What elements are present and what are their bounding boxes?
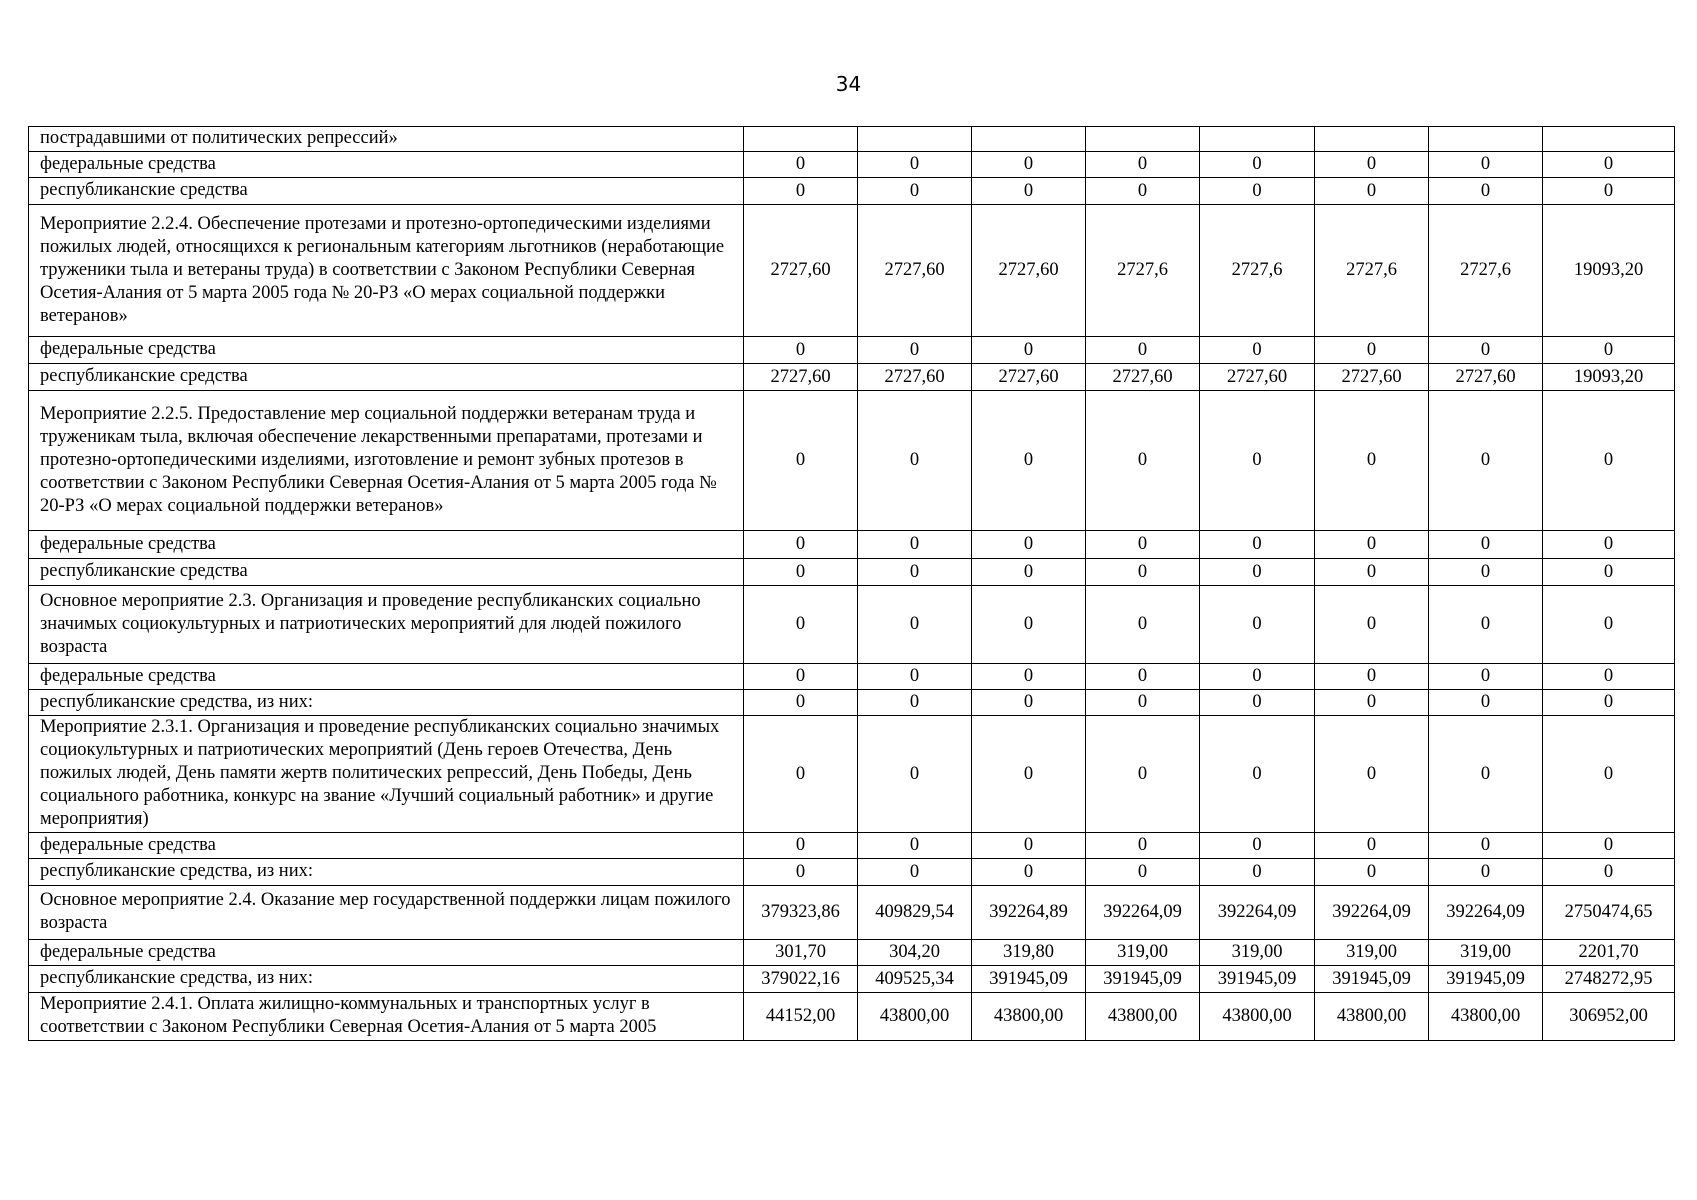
value-cell: 0 <box>1086 531 1200 559</box>
value-cell: 0 <box>972 391 1086 531</box>
value-cell: 0 <box>1200 152 1315 178</box>
value-cell: 0 <box>972 152 1086 178</box>
value-cell: 0 <box>972 531 1086 559</box>
value-cell: 0 <box>1315 833 1429 859</box>
value-cell: 2727,60 <box>1200 364 1315 391</box>
value-cell: 319,80 <box>972 940 1086 966</box>
table-row <box>29 586 1675 664</box>
value-cell <box>1543 127 1675 152</box>
value-cell: 0 <box>744 664 858 690</box>
value-cell: 0 <box>1315 716 1429 833</box>
value-cell: 0 <box>972 833 1086 859</box>
value-cell: 19093,20 <box>1543 205 1675 337</box>
value-cell: 0 <box>1543 690 1675 716</box>
row-label: федеральные средства <box>29 531 744 559</box>
value-cell: 391945,09 <box>1200 966 1315 993</box>
value-cell: 0 <box>744 586 858 664</box>
value-cell: 0 <box>972 337 1086 364</box>
value-cell: 0 <box>1086 178 1200 205</box>
value-cell: 0 <box>1200 559 1315 586</box>
value-cell: 0 <box>1543 559 1675 586</box>
value-cell: 0 <box>1086 559 1200 586</box>
value-cell: 0 <box>1315 664 1429 690</box>
value-cell <box>858 127 972 152</box>
value-cell: 0 <box>858 391 972 531</box>
value-cell: 0 <box>858 716 972 833</box>
value-cell: 2727,60 <box>1429 364 1543 391</box>
value-cell: 0 <box>1200 531 1315 559</box>
value-cell: 43800,00 <box>1200 993 1315 1041</box>
row-label: пострадавшими от политических репрессий» <box>29 127 744 152</box>
value-cell <box>744 127 858 152</box>
row-label: республиканские средства <box>29 178 744 205</box>
value-cell: 0 <box>1315 152 1429 178</box>
value-cell: 319,00 <box>1429 940 1543 966</box>
value-cell <box>972 127 1086 152</box>
value-cell: 0 <box>744 690 858 716</box>
table-row <box>29 966 1675 993</box>
value-cell: 0 <box>972 586 1086 664</box>
value-cell: 43800,00 <box>858 993 972 1041</box>
value-cell: 0 <box>1086 690 1200 716</box>
value-cell: 0 <box>858 690 972 716</box>
value-cell: 0 <box>744 559 858 586</box>
value-cell: 0 <box>1429 586 1543 664</box>
row-label: Мероприятие 2.2.5. Предоставление мер социальной поддержки ветеранам труда и труженикам тыла, включая обеспечение лекарственными препаратами, протезами и протезно-ортопедическими изделиями, изготовление и ремонт зубных протезов в соответствии с Законом Республики Северная Осетия-Алания от 5 марта 2005 года № 20-РЗ «О мерах социальной поддержки ветеранов» <box>29 391 744 531</box>
value-cell: 319,00 <box>1086 940 1200 966</box>
value-cell: 0 <box>1429 833 1543 859</box>
value-cell: 304,20 <box>858 940 972 966</box>
value-cell: 0 <box>1315 690 1429 716</box>
value-cell: 2727,6 <box>1429 205 1543 337</box>
value-cell: 392264,89 <box>972 886 1086 940</box>
value-cell: 301,70 <box>744 940 858 966</box>
value-cell: 0 <box>744 531 858 559</box>
table-row <box>29 152 1675 178</box>
value-cell: 0 <box>1429 559 1543 586</box>
table-row <box>29 690 1675 716</box>
value-cell: 0 <box>1543 391 1675 531</box>
value-cell: 0 <box>1429 690 1543 716</box>
value-cell: 0 <box>858 586 972 664</box>
value-cell: 0 <box>1543 178 1675 205</box>
value-cell: 0 <box>1543 859 1675 886</box>
budget-table <box>28 126 1675 1041</box>
value-cell: 0 <box>744 337 858 364</box>
row-label: республиканские средства, из них: <box>29 859 744 886</box>
value-cell: 0 <box>1429 337 1543 364</box>
value-cell: 0 <box>1315 178 1429 205</box>
row-label: федеральные средства <box>29 152 744 178</box>
row-label: федеральные средства <box>29 337 744 364</box>
value-cell: 0 <box>1543 833 1675 859</box>
value-cell: 2750474,65 <box>1543 886 1675 940</box>
value-cell: 0 <box>858 152 972 178</box>
value-cell: 0 <box>972 716 1086 833</box>
value-cell: 0 <box>1200 664 1315 690</box>
value-cell: 2748272,95 <box>1543 966 1675 993</box>
value-cell <box>1200 127 1315 152</box>
value-cell: 2201,70 <box>1543 940 1675 966</box>
value-cell: 0 <box>1543 664 1675 690</box>
value-cell: 2727,60 <box>972 364 1086 391</box>
value-cell: 391945,09 <box>1429 966 1543 993</box>
value-cell: 2727,6 <box>1200 205 1315 337</box>
value-cell: 0 <box>1200 178 1315 205</box>
table-body <box>29 127 1675 1041</box>
value-cell: 2727,6 <box>1086 205 1200 337</box>
value-cell: 2727,60 <box>858 205 972 337</box>
value-cell: 0 <box>1086 152 1200 178</box>
value-cell: 0 <box>1200 690 1315 716</box>
value-cell: 0 <box>972 690 1086 716</box>
value-cell: 0 <box>1200 833 1315 859</box>
value-cell: 0 <box>744 716 858 833</box>
value-cell: 379022,16 <box>744 966 858 993</box>
table-row <box>29 993 1675 1041</box>
value-cell: 391945,09 <box>1086 966 1200 993</box>
page-number: 34 <box>835 72 862 96</box>
value-cell: 0 <box>1429 664 1543 690</box>
value-cell: 0 <box>1315 337 1429 364</box>
value-cell: 0 <box>858 859 972 886</box>
row-label: федеральные средства <box>29 940 744 966</box>
table-row <box>29 337 1675 364</box>
value-cell: 0 <box>744 152 858 178</box>
value-cell: 0 <box>1543 531 1675 559</box>
value-cell: 0 <box>1200 337 1315 364</box>
table-row <box>29 833 1675 859</box>
row-label: Основное мероприятие 2.4. Оказание мер государственной поддержки лицам пожилого возраста <box>29 886 744 940</box>
value-cell: 392264,09 <box>1315 886 1429 940</box>
value-cell: 2727,60 <box>744 205 858 337</box>
value-cell: 0 <box>1200 586 1315 664</box>
table-row <box>29 178 1675 205</box>
value-cell: 0 <box>1429 716 1543 833</box>
row-label: Мероприятие 2.2.4. Обеспечение протезами и протезно-ортопедическими изделиями пожилых людей, относящихся к региональным категориям льготников (неработающие труженики тыла и ветераны труда) в соответствии с Законом Республики Северная Осетия-Алания от 5 марта 2005 года № 20-РЗ «О мерах социальной поддержки ветеранов» <box>29 205 744 337</box>
value-cell: 0 <box>1429 178 1543 205</box>
value-cell: 2727,6 <box>1315 205 1429 337</box>
value-cell: 391945,09 <box>1315 966 1429 993</box>
value-cell: 0 <box>1315 531 1429 559</box>
row-label: республиканские средства, из них: <box>29 690 744 716</box>
table-row <box>29 127 1675 152</box>
value-cell: 19093,20 <box>1543 364 1675 391</box>
value-cell: 0 <box>972 559 1086 586</box>
value-cell: 392264,09 <box>1429 886 1543 940</box>
value-cell: 0 <box>1086 716 1200 833</box>
value-cell: 306952,00 <box>1543 993 1675 1041</box>
value-cell: 0 <box>858 531 972 559</box>
value-cell: 0 <box>1200 391 1315 531</box>
value-cell: 0 <box>744 178 858 205</box>
value-cell: 319,00 <box>1315 940 1429 966</box>
value-cell: 2727,60 <box>744 364 858 391</box>
value-cell: 2727,60 <box>1315 364 1429 391</box>
value-cell: 43800,00 <box>972 993 1086 1041</box>
table-row <box>29 531 1675 559</box>
row-label: Основное мероприятие 2.3. Организация и проведение республиканских социально значимых социокультурных и патриотических мероприятий для людей пожилого возраста <box>29 586 744 664</box>
value-cell: 2727,60 <box>858 364 972 391</box>
value-cell: 0 <box>1315 859 1429 886</box>
table-row <box>29 664 1675 690</box>
value-cell: 392264,09 <box>1200 886 1315 940</box>
value-cell: 0 <box>1429 859 1543 886</box>
value-cell: 0 <box>1086 391 1200 531</box>
value-cell <box>1086 127 1200 152</box>
value-cell: 0 <box>972 664 1086 690</box>
value-cell: 391945,09 <box>972 966 1086 993</box>
value-cell: 0 <box>1315 391 1429 531</box>
value-cell: 44152,00 <box>744 993 858 1041</box>
table-row <box>29 716 1675 833</box>
value-cell: 409525,34 <box>858 966 972 993</box>
row-label: федеральные средства <box>29 833 744 859</box>
value-cell: 392264,09 <box>1086 886 1200 940</box>
value-cell: 0 <box>1086 586 1200 664</box>
value-cell: 0 <box>744 859 858 886</box>
value-cell: 0 <box>1543 337 1675 364</box>
value-cell: 0 <box>1200 859 1315 886</box>
row-label: республиканские средства <box>29 364 744 391</box>
value-cell: 0 <box>1543 152 1675 178</box>
value-cell: 0 <box>858 833 972 859</box>
value-cell: 0 <box>744 391 858 531</box>
value-cell: 0 <box>858 664 972 690</box>
value-cell: 0 <box>858 337 972 364</box>
row-label: республиканские средства, из них: <box>29 966 744 993</box>
value-cell: 43800,00 <box>1429 993 1543 1041</box>
value-cell: 43800,00 <box>1086 993 1200 1041</box>
value-cell: 0 <box>972 859 1086 886</box>
value-cell: 0 <box>1429 391 1543 531</box>
value-cell: 319,00 <box>1200 940 1315 966</box>
table-row <box>29 364 1675 391</box>
value-cell: 0 <box>1429 152 1543 178</box>
table-row <box>29 859 1675 886</box>
table-row <box>29 205 1675 337</box>
value-cell: 2727,60 <box>1086 364 1200 391</box>
value-cell: 43800,00 <box>1315 993 1429 1041</box>
value-cell: 0 <box>1086 859 1200 886</box>
value-cell <box>1315 127 1429 152</box>
value-cell: 0 <box>1086 664 1200 690</box>
value-cell: 0 <box>1315 586 1429 664</box>
row-label: Мероприятие 2.4.1. Оплата жилищно-коммунальных и транспортных услуг в соответствии с Законом Республики Северная Осетия-Алания от 5 марта 2005 <box>29 993 744 1041</box>
value-cell <box>1429 127 1543 152</box>
value-cell: 0 <box>1543 586 1675 664</box>
table-row <box>29 391 1675 531</box>
value-cell: 0 <box>744 833 858 859</box>
table-row <box>29 886 1675 940</box>
value-cell: 0 <box>1086 337 1200 364</box>
row-label: республиканские средства <box>29 559 744 586</box>
value-cell: 2727,60 <box>972 205 1086 337</box>
value-cell: 0 <box>972 178 1086 205</box>
value-cell: 409829,54 <box>858 886 972 940</box>
row-label: федеральные средства <box>29 664 744 690</box>
value-cell: 379323,86 <box>744 886 858 940</box>
value-cell: 0 <box>858 559 972 586</box>
value-cell: 0 <box>858 178 972 205</box>
row-label: Мероприятие 2.3.1. Организация и проведение республиканских социально значимых социокультурных и патриотических мероприятий (День героев Отечества, День пожилых людей, День памяти жертв политических репрессий, День Победы, День социального работника, конкурс на звание «Лучший социальный работник» и другие мероприятия) <box>29 716 744 833</box>
table-row <box>29 940 1675 966</box>
value-cell: 0 <box>1315 559 1429 586</box>
value-cell: 0 <box>1086 833 1200 859</box>
value-cell: 0 <box>1543 716 1675 833</box>
table-row <box>29 559 1675 586</box>
value-cell: 0 <box>1200 716 1315 833</box>
value-cell: 0 <box>1429 531 1543 559</box>
